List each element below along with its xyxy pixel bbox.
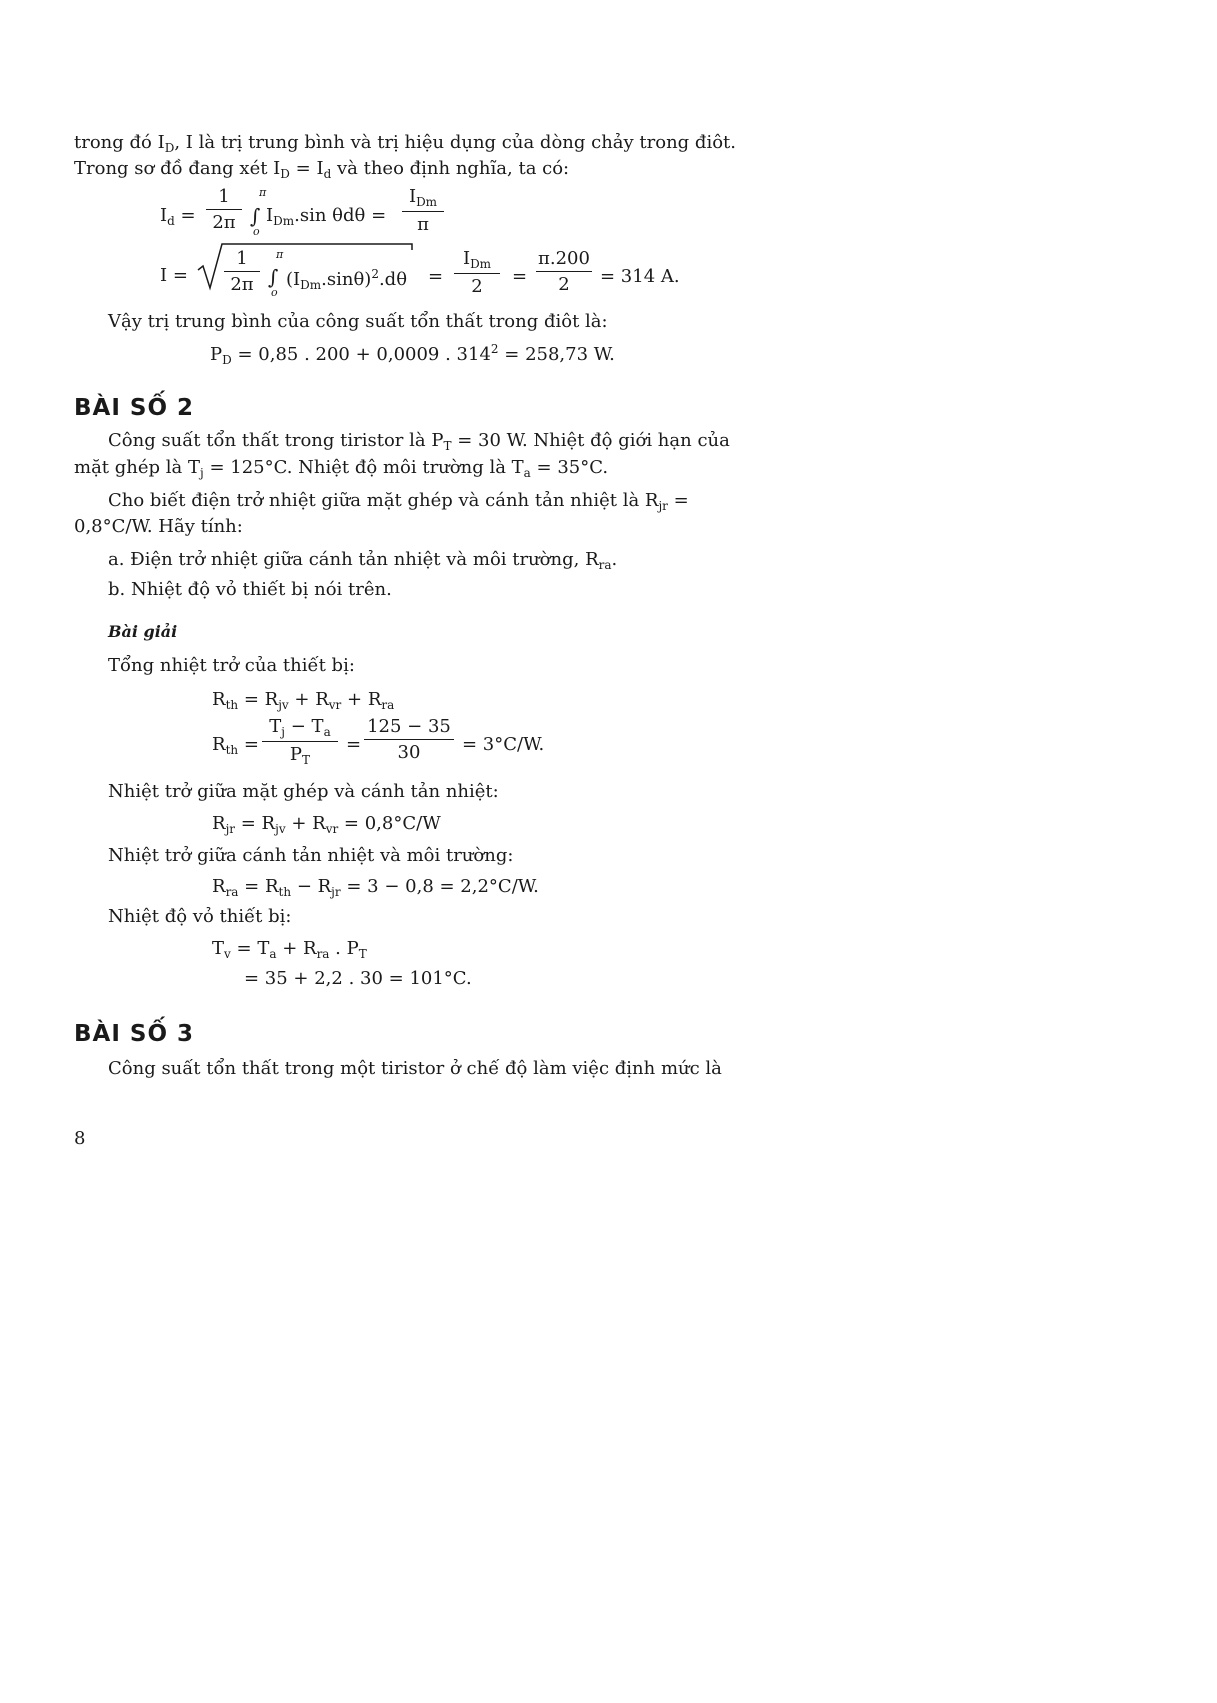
- case-temperature-result: = 35 + 2,2 . 30 = 101°C.: [244, 968, 472, 989]
- total-resistance-formula: $R_{th} = R_{jv} + R_{vr} + R_{ra}$: [212, 689, 395, 712]
- section-heading-bai-3: BÀI SỐ 3: [74, 1021, 195, 1047]
- eq2-f3-num: π.200: [538, 248, 590, 269]
- eq2-f2-den: 2: [454, 273, 500, 296]
- solution-step-2: Nhiệt trở giữa mặt ghép và cánh tản nhiệt:: [108, 781, 499, 802]
- intro-line-1: trong đó $I_D$, I là trị trung bình và trị hiệu dụng của dòng chảy trong điôt.: [74, 132, 736, 155]
- solution-step-4: Nhiệt độ vỏ thiết bị:: [108, 906, 292, 927]
- conclusion-text: Vậy trị trung bình của công suất tổn thất trong điôt là:: [108, 311, 608, 332]
- eq1-upper-limit: π: [259, 186, 267, 199]
- rth-fraction-1: [262, 718, 338, 766]
- eq2-fraction-2: [454, 250, 500, 296]
- eq2-fraction-3: [536, 250, 592, 294]
- eq1-lhs: $I_d$ =: [160, 205, 196, 228]
- bai3-paragraph-1: Công suất tổn thất trong một tiristor ở chế độ làm việc định mức là: [108, 1058, 722, 1079]
- rth-den-1: $P_T$: [262, 741, 338, 766]
- eq2-upper-limit: π: [276, 248, 284, 261]
- case-temperature-formula: $T_v = T_a + R_{ra}$ . $P_T$: [212, 938, 367, 961]
- intro-line-2: Trong sơ đồ đang xét $I_D = I_d$ và theo định nghĩa, ta có:: [74, 158, 570, 181]
- eq2-equals-1: =: [428, 266, 444, 287]
- rth-den-2: 30: [364, 739, 454, 762]
- eq2-f3-den: 2: [536, 271, 592, 294]
- bai2-paragraph-2a: Cho biết điện trở nhiệt giữa mặt ghép và cánh tản nhiệt là $R_{jr}$ =: [108, 490, 689, 513]
- rth-lhs: $R_{th}$ =: [212, 734, 259, 757]
- eq2-frac-den: 2π: [224, 271, 260, 294]
- eq1-result-fraction: [402, 188, 444, 234]
- eq2-equals-2: =: [512, 266, 528, 287]
- solution-step-1: Tổng nhiệt trở của thiết bị:: [108, 655, 355, 676]
- integral-icon: ∫: [250, 204, 261, 228]
- solution-label: Bài giải: [108, 622, 178, 641]
- bai2-paragraph-2b: 0,8°C/W. Hãy tính:: [74, 516, 243, 537]
- eq2-lhs: I =: [160, 265, 188, 286]
- eq1-r-num: $I_{Dm}$: [408, 186, 438, 209]
- bai2-question-b: b. Nhiệt độ vỏ thiết bị nói trên.: [108, 579, 392, 600]
- eq1-integrand: $I_{Dm}.\sin$ θdθ =: [266, 205, 387, 228]
- page-number: 8: [74, 1128, 86, 1149]
- power-loss-formula: $P_D = 0,85$ . 200 + 0,0009 . $314^2 = 258,73$ W.: [210, 342, 615, 367]
- rth-result: = 3°C/W.: [462, 734, 545, 755]
- eq2-result: = 314 A.: [600, 266, 680, 287]
- rth-equals: =: [346, 734, 362, 755]
- solution-step-3: Nhiệt trở giữa cánh tản nhiệt và môi trường:: [108, 845, 514, 866]
- rth-fraction-2: [364, 718, 454, 762]
- eq1-frac-num: 1: [218, 186, 230, 207]
- bai2-paragraph-1b: mặt ghép là $T_j = 125^\circ C$. Nhiệt độ môi trường là $T_a = 35^\circ C$.: [74, 457, 609, 480]
- eq2-frac-num: 1: [236, 248, 248, 269]
- rth-num-2: 125 − 35: [367, 716, 451, 737]
- junction-resistance-formula: $R_{jr} = R_{jv} + R_{vr} = 0,8^\circ C/W$: [212, 813, 441, 836]
- eq1-lower-limit: o: [253, 225, 260, 238]
- bai2-paragraph-1a: Công suất tổn thất trong tiristor là $P_T = 30$ W. Nhiệt độ giới hạn của: [108, 430, 730, 453]
- integral-icon: ∫: [268, 265, 279, 289]
- eq1-r-den: π: [402, 211, 444, 234]
- eq2-lower-limit: o: [271, 286, 278, 299]
- eq1-fraction: [206, 188, 242, 232]
- eq1-frac-den: 2π: [206, 209, 242, 232]
- eq2-fraction: [224, 250, 260, 294]
- section-heading-bai-2: BÀI SỐ 2: [74, 395, 195, 421]
- ambient-resistance-formula: $R_{ra} = R_{th} - R_{jr} = 3 - 0,8 = 2,2^\circ C/W$.: [212, 876, 539, 899]
- rth-num-1: $T_j - T_a$: [269, 716, 331, 739]
- bai2-question-a: a. Điện trở nhiệt giữa cánh tản nhiệt và môi trường, $R_{ra}$.: [108, 549, 618, 572]
- eq2-integrand: $(I_{Dm}.\sin\theta)^2.d\theta$: [286, 267, 408, 292]
- eq2-f2-num: $I_{Dm}$: [462, 248, 492, 271]
